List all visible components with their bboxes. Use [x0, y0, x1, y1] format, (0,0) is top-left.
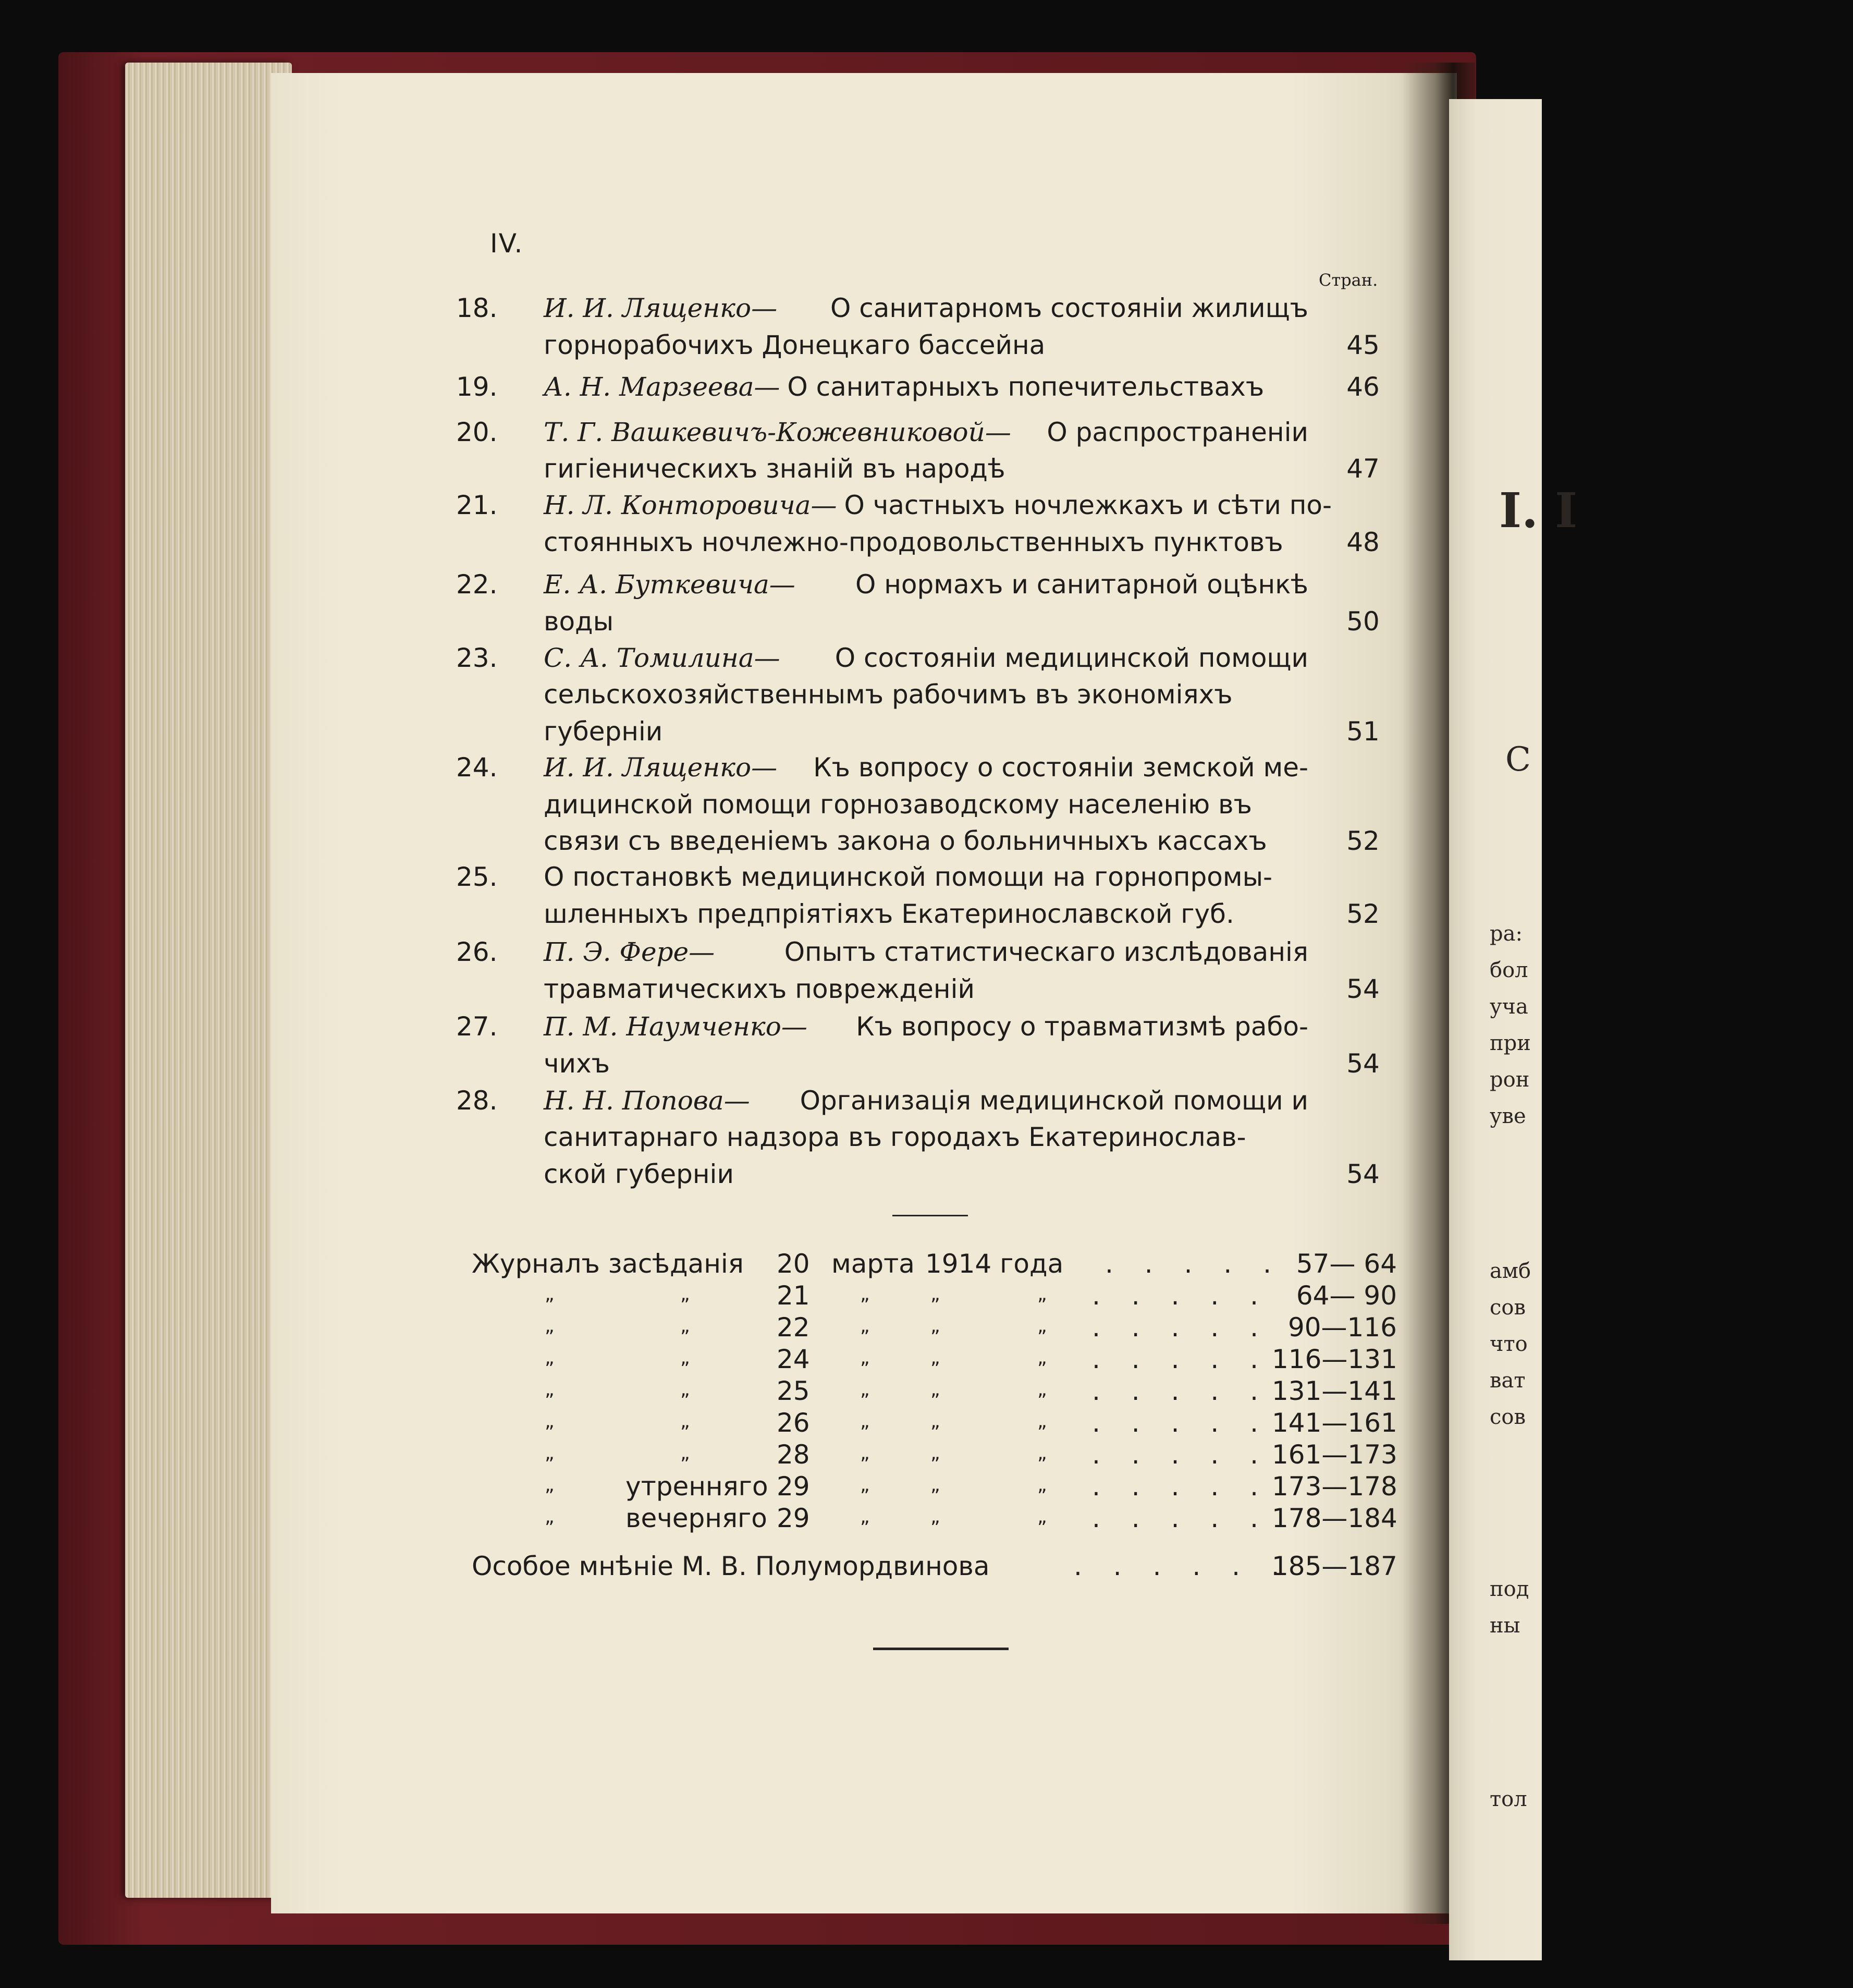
- ditto-mark: „: [860, 1474, 870, 1496]
- leader-dots: . . . . .: [1092, 1376, 1270, 1406]
- right-page-fragment-text: уве: [1490, 1104, 1526, 1128]
- right-page-fragment-text: рон: [1490, 1068, 1530, 1092]
- ditto-mark: „: [545, 1379, 555, 1400]
- right-page-fragment-text: амб: [1490, 1259, 1531, 1283]
- toc-entry-title: Къ вопросу о травматизмѣ рабо-: [856, 1011, 1308, 1042]
- toc-entry-line: [456, 293, 1853, 330]
- journal-pages: 90—116: [1287, 1312, 1397, 1343]
- right-page-fragment-text: под: [1490, 1577, 1529, 1601]
- journal-pages: 178—184: [1272, 1503, 1397, 1533]
- journal-session-part: вечерняго: [625, 1503, 767, 1533]
- ditto-mark: „: [1037, 1284, 1047, 1305]
- toc-entry-number: 19.: [456, 372, 498, 402]
- toc-entry-title: санитарнаго надзора въ городахъ Екатеринослав-: [544, 1122, 1246, 1152]
- toc-entry-author: И. И. Лященко—: [544, 293, 778, 323]
- toc-entry-page: 47: [1346, 454, 1380, 484]
- journal-year: 1914 года: [925, 1249, 1064, 1279]
- toc-entry-page: 50: [1346, 606, 1380, 637]
- journal-pages: 173—178: [1272, 1471, 1397, 1502]
- journal-pages: 64— 90: [1296, 1280, 1397, 1311]
- toc-entry-page: 54: [1346, 1048, 1380, 1079]
- ditto-mark: „: [860, 1379, 870, 1400]
- journal-month: марта: [831, 1249, 915, 1279]
- toc-entry-line: [456, 752, 1853, 789]
- toc-entry-number: 22.: [456, 569, 498, 600]
- separator-line: [892, 1215, 968, 1216]
- right-page-fragment-text: уча: [1490, 995, 1528, 1019]
- leader-dots: . . . . .: [1092, 1440, 1270, 1470]
- toc-entry-number: 23.: [456, 643, 498, 673]
- special-opinion-row: [472, 1551, 1410, 1583]
- toc-entry-line: [456, 1048, 1853, 1085]
- toc-entry-title: О распространенiи: [1047, 417, 1308, 447]
- toc-entry-line: [456, 569, 1853, 606]
- toc-entry-number: 25.: [456, 862, 498, 892]
- ditto-mark: „: [930, 1347, 940, 1369]
- toc-entry-page: 45: [1346, 330, 1380, 360]
- toc-entry-line: [456, 1011, 1853, 1048]
- ditto-mark: „: [930, 1443, 940, 1464]
- journal-label: Журналъ засѣданiя: [472, 1249, 744, 1279]
- toc-entry-number: 21.: [456, 490, 498, 520]
- toc-entry-title: горнорабочихъ Донецкаго бассейна: [544, 330, 1046, 360]
- toc-entry-title: воды: [544, 606, 614, 637]
- ditto-mark: „: [1037, 1443, 1047, 1464]
- journal-row: [472, 1344, 1410, 1376]
- journal-pages: 116—131: [1272, 1344, 1397, 1374]
- toc-entry-title: губернiи: [544, 716, 663, 747]
- right-page-fragment-text: сов: [1490, 1296, 1526, 1320]
- toc-entry-line: [456, 490, 1853, 527]
- journal-day: 25: [777, 1376, 810, 1406]
- leader-dots: . . . . .: [1092, 1344, 1270, 1374]
- right-page-fragment-text: ра:: [1490, 922, 1523, 946]
- leader-dots: . . . . .: [1092, 1408, 1270, 1438]
- ditto-mark: „: [680, 1347, 690, 1369]
- toc-entry-line: [456, 606, 1853, 643]
- journal-pages: 57— 64: [1296, 1249, 1397, 1279]
- journal-day: 29: [777, 1503, 810, 1533]
- ditto-mark: „: [1037, 1347, 1047, 1369]
- toc-entry-author: П. М. Наумченко—: [544, 1011, 807, 1042]
- journal-row: [472, 1280, 1410, 1313]
- page-number: IV.: [490, 228, 524, 259]
- ditto-mark: „: [860, 1443, 870, 1464]
- journal-day: 24: [777, 1344, 810, 1374]
- toc-entry-title: дицинской помощи горнозаводскому населенiю въ: [544, 789, 1252, 820]
- journal-row: [472, 1471, 1410, 1504]
- toc-entry-title: О санитарномъ состоянiи жилищъ: [830, 293, 1308, 323]
- toc-entry-author: А. Н. Марзеева—: [544, 372, 780, 402]
- pages-column-header: Стран.: [1319, 270, 1378, 290]
- right-page-fragment-text: бол: [1490, 958, 1528, 982]
- ditto-mark: „: [680, 1411, 690, 1432]
- toc-entry-author: И. И. Лященко—: [544, 752, 778, 783]
- ditto-mark: „: [1037, 1379, 1047, 1400]
- toc-entry-author: Н. Л. Конторовича—: [544, 490, 837, 520]
- toc-entry-page: 46: [1346, 372, 1380, 402]
- special-opinion-text: Особое мнѣнiе М. В. Полумордвинова: [472, 1551, 990, 1581]
- toc-entry-line: [456, 862, 1853, 898]
- ditto-mark: „: [1037, 1506, 1047, 1528]
- right-page-heading-fragment: І. І: [1499, 482, 1578, 539]
- toc-entry-page: 52: [1346, 899, 1380, 929]
- ditto-mark: „: [545, 1315, 555, 1337]
- right-page-fragment-text: при: [1490, 1031, 1531, 1055]
- toc-entry-number: 27.: [456, 1011, 498, 1042]
- journal-row: [472, 1312, 1410, 1345]
- ditto-mark: „: [860, 1284, 870, 1305]
- toc-entry-title: О частныхъ ночлежкахъ и сѣти по-: [844, 490, 1332, 520]
- journal-row: [472, 1503, 1410, 1535]
- journal-session-part: утренняго: [625, 1471, 768, 1502]
- ditto-mark: „: [860, 1347, 870, 1369]
- ditto-mark: „: [680, 1315, 690, 1337]
- journal-day: 22: [777, 1312, 810, 1343]
- ditto-mark: „: [860, 1315, 870, 1337]
- journal-pages: 131—141: [1272, 1376, 1397, 1406]
- toc-entry-title: О состоянiи медицинской помощи: [835, 643, 1308, 673]
- toc-entry-line: [456, 454, 1853, 490]
- ditto-mark: „: [680, 1284, 690, 1305]
- toc-entry-author: С. А. Томилина—: [544, 643, 780, 673]
- leader-dots: . . . . .: [1092, 1471, 1270, 1502]
- right-page-fragment-text: сов: [1490, 1405, 1526, 1429]
- ditto-mark: „: [930, 1474, 940, 1496]
- toc-entry-author: Т. Г. Вашкевичъ-Кожевниковой—: [544, 417, 1011, 447]
- toc-entry-title: связи съ введенiемъ закона о больничныхъ кассахъ: [544, 826, 1267, 856]
- closing-line: [873, 1648, 1009, 1650]
- toc-entry-page: 52: [1346, 826, 1380, 856]
- toc-entry-line: [456, 826, 1853, 862]
- toc-entry-title: сельскохозяйственнымъ рабочимъ въ экономiяхъ: [544, 679, 1233, 710]
- toc-entry-page: 54: [1346, 1159, 1380, 1189]
- toc-entry-title: чихъ: [544, 1048, 610, 1079]
- journal-day: 28: [777, 1440, 810, 1470]
- journal-pages: 161—173: [1272, 1440, 1397, 1470]
- toc-entry-page: 51: [1346, 716, 1380, 747]
- ditto-mark: „: [930, 1411, 940, 1432]
- toc-entry-line: [456, 643, 1853, 679]
- right-page-fragment-text: С: [1505, 740, 1531, 779]
- right-page-fragment-text: тол: [1490, 1787, 1527, 1811]
- ditto-mark: „: [860, 1506, 870, 1528]
- toc-entry-author: Н. Н. Попова—: [544, 1086, 750, 1116]
- toc-entry-title: О санитарныхъ попечительствахъ: [787, 372, 1265, 402]
- ditto-mark: „: [860, 1411, 870, 1432]
- ditto-mark: „: [930, 1315, 940, 1337]
- journal-row: [472, 1440, 1410, 1472]
- toc-entry-line: [456, 527, 1853, 564]
- toc-entry-line: [456, 716, 1853, 753]
- toc-entry-title: шленныхъ предпрiятiяхъ Екатеринославской губ.: [544, 899, 1234, 929]
- toc-entry-page: 48: [1346, 527, 1380, 557]
- toc-entry-title: Опытъ статистическаго изслѣдованiя: [784, 937, 1308, 967]
- right-page-fragment-text: ват: [1490, 1369, 1526, 1393]
- toc-entry-line: [456, 1122, 1853, 1158]
- journal-row: [472, 1376, 1410, 1408]
- leader-dots: . . . . .: [1105, 1249, 1283, 1279]
- ditto-mark: „: [1037, 1474, 1047, 1496]
- toc-entry-author: П. Э. Фере—: [544, 937, 715, 967]
- journal-row: [472, 1408, 1410, 1440]
- toc-entry-line: [456, 1159, 1853, 1196]
- toc-entry-author: Е. А. Буткевича—: [544, 569, 795, 600]
- journal-day: 20: [777, 1249, 810, 1279]
- toc-entry-line: [456, 417, 1853, 454]
- toc-entry-title: ской губернiи: [544, 1159, 734, 1189]
- toc-entry-number: 20.: [456, 417, 498, 447]
- toc-entry-line: [456, 372, 1853, 408]
- toc-entry-number: 26.: [456, 937, 498, 967]
- ditto-mark: „: [1037, 1411, 1047, 1432]
- toc-entry-title: О нормахъ и санитарной оцѣнкѣ: [855, 569, 1308, 600]
- journal-row: [472, 1249, 1410, 1281]
- toc-entry-line: [456, 789, 1853, 826]
- ditto-mark: „: [680, 1379, 690, 1400]
- leader-dots: . . . . . .: [1074, 1551, 1291, 1581]
- toc-entry-line: [456, 330, 1853, 367]
- ditto-mark: „: [545, 1443, 555, 1464]
- toc-entry-line: [456, 899, 1853, 935]
- toc-entry-page: 54: [1346, 974, 1380, 1004]
- toc-entry-title: стоянныхъ ночлежно-продовольственныхъ пунктовъ: [544, 527, 1283, 557]
- journal-day: 21: [777, 1280, 810, 1311]
- page-stack-edges: [125, 63, 292, 1898]
- journal-day: 29: [777, 1471, 810, 1502]
- toc-entry-number: 28.: [456, 1086, 498, 1116]
- journal-pages: 141—161: [1272, 1408, 1397, 1438]
- ditto-mark: „: [545, 1411, 555, 1432]
- ditto-mark: „: [545, 1506, 555, 1528]
- toc-entry-line: [456, 974, 1853, 1010]
- ditto-mark: „: [930, 1379, 940, 1400]
- right-page-fragment-text: что: [1490, 1332, 1528, 1356]
- ditto-mark: „: [930, 1284, 940, 1305]
- toc-entry-line: [456, 937, 1853, 973]
- toc-entry-title: О постановкѣ медицинской помощи на горнопромы-: [544, 862, 1273, 892]
- ditto-mark: „: [545, 1284, 555, 1305]
- toc-entry-line: [456, 1086, 1853, 1122]
- toc-entry-title: травматическихъ поврежденiй: [544, 974, 975, 1004]
- toc-entry-title: Къ вопросу о состоянiи земской ме-: [813, 752, 1308, 783]
- special-opinion-pages: 185—187: [1272, 1551, 1397, 1581]
- toc-entry-line: [456, 679, 1853, 716]
- leader-dots: . . . . .: [1092, 1312, 1270, 1343]
- journal-day: 26: [777, 1408, 810, 1438]
- toc-entry-number: 24.: [456, 752, 498, 783]
- ditto-mark: „: [545, 1347, 555, 1369]
- ditto-mark: „: [930, 1506, 940, 1528]
- toc-entry-title: гигiеническихъ знанiй въ народѣ: [544, 454, 1005, 484]
- ditto-mark: „: [680, 1443, 690, 1464]
- leader-dots: . . . . .: [1092, 1503, 1270, 1533]
- toc-entry-number: 18.: [456, 293, 498, 323]
- right-page-fragment-text: ны: [1490, 1614, 1520, 1638]
- ditto-mark: „: [545, 1474, 555, 1496]
- toc-entry-title: Организацiя медицинской помощи и: [800, 1086, 1308, 1116]
- ditto-mark: „: [1037, 1315, 1047, 1337]
- leader-dots: . . . . .: [1092, 1280, 1270, 1311]
